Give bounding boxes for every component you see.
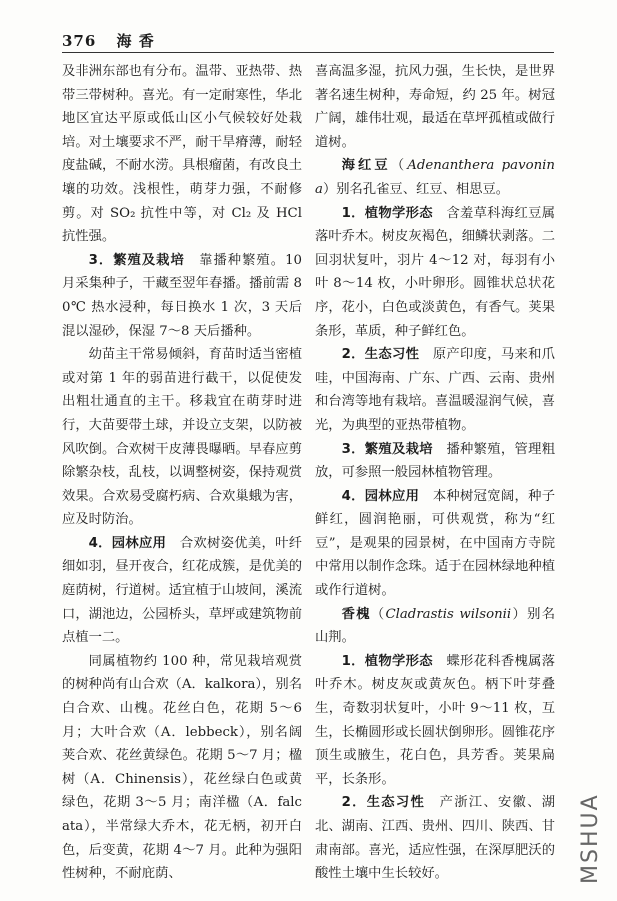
- section-heading: 3．繁殖及栽培: [88, 252, 185, 268]
- paragraph: [315, 485, 555, 603]
- species-name: 香槐: [341, 606, 371, 622]
- species-name: 海红豆: [341, 158, 391, 174]
- page-number: 376: [62, 32, 97, 50]
- paragraph-text: 及非洲东部也有分布。温带、亚热带、热带三带树种。喜光。有一定耐寒性，华北地区宜达平原或低山区小气候较好处栽培。对土壤要求不严，耐干旱瘠薄，耐轻度盐碱，不耐水涝。具根瘤菌，有改良土壤的功效。浅根性，萌芽力强，不耐修剪。对 SO₂ 抗性中等，对 Cl₂ 及 HCl 抗性强。: [62, 64, 302, 245]
- section-heading: 4．园林应用: [341, 488, 420, 504]
- paragraph-text: 靠播种繁殖。10 月采集种子，干藏至翌年春播。播前需 80℃ 热水浸种，每日换水 1 次，3 天后混以湿砂，保湿 7～8 天后播种。: [62, 252, 302, 339]
- running-header: [62, 30, 155, 51]
- paragraph: [62, 60, 302, 249]
- section-heading: 1．植物学形态: [341, 205, 433, 221]
- paragraph: [315, 791, 555, 885]
- running-title: 海 香: [116, 32, 155, 50]
- section-heading: 1．植物学形态: [341, 653, 433, 669]
- paragraph: [315, 202, 555, 344]
- header-rule: [62, 52, 554, 53]
- paragraph: [315, 650, 555, 792]
- species-alias: 别名孔雀豆、红豆、相思豆。: [336, 181, 510, 197]
- right-column: [315, 60, 555, 886]
- section-heading: 2．生态习性: [341, 347, 420, 363]
- paragraph: [315, 60, 555, 154]
- paragraph-text: 本种树冠宽阔，种子鲜红，圆润艳丽，可供观赏，称为“红豆”，是观果的园景树，在中国南方寺院中常用以制作念珠。适于在园林绿地种植或作行道树。: [315, 488, 555, 599]
- species-alias: 别名山荆。: [315, 606, 556, 646]
- paragraph-text: 幼苗主干常易倾斜，育苗时适当密植或对第 1 年的弱苗进行截干，以促使发出粗壮通直的主干。移栽宜在萌芽时进行，大苗要带土球，并设立支架，以防被风吹倒。合欢树干皮薄畏曝晒。早春应剪除繁杂枝，乱枝，以调整树姿，保持观赏效果。合欢易受腐朽病、合欢巢蛾为害，应及时防治。: [62, 347, 302, 528]
- left-column: [62, 60, 302, 886]
- paragraph: [62, 532, 302, 650]
- paragraph-text: 合欢树姿优美，叶纤细如羽，昼开夜合，红花成簇，是优美的庭荫树，行道树。适宜植于山坡间，溪流口，湖池边，公园桥头，草坪或建筑物前点植一二。: [62, 535, 302, 646]
- paragraph-text: 喜高温多湿，抗风力强，生长快，是世界著名速生树种，寿命短，约 25 年。树冠广阔，雄伟壮观，最适在草坪孤植或做行道树。: [315, 64, 555, 150]
- paragraph: [62, 249, 302, 343]
- paragraph: [315, 438, 555, 485]
- latin-name: Adenanthera pavonina: [315, 158, 555, 197]
- section-heading: 2．生态习性: [341, 795, 426, 811]
- paragraph-text: 播种繁殖，管理粗放，可参照一般园林植物管理。: [315, 441, 555, 481]
- paragraph: [62, 343, 302, 532]
- species-entry: 海红豆（Adenanthera pavonina）别名孔雀豆、红豆、相思豆。: [315, 158, 555, 197]
- paragraph: [62, 650, 302, 886]
- paragraph-text: 原产印度，马来和爪哇，中国海南、广东、广西、云南、贵州和台湾等地有栽培。喜温暖湿润气候，喜光，为典型的亚热带植物。: [315, 347, 555, 433]
- species-entry: 香槐（Cladrastis wilsonii）别名山荆。: [315, 606, 556, 646]
- section-heading: 4．园林应用: [88, 535, 167, 551]
- latin-name: Cladrastis wilsonii: [385, 606, 512, 622]
- paragraph-text: 含羞草科海红豆属落叶乔木。树皮灰褐色，细鳞状剥落。二回羽状复叶，羽片 4～12 对，每羽有小叶 8～14 枚，小叶卵形。圆锥状总状花序，花小，白色或淡黄色，有香气。荚果条形，革质，种子鲜红色。: [315, 205, 555, 339]
- paragraph-text: 同属植物约 100 种，常见栽培观赏的树种尚有山合欢（A．kalkora），别名白合欢、山槐。花丝白色，花期 5～6 月；大叶合欢（A．lebbeck），别名阔荚合欢、花丝黄绿色。花期 5～7 月；楹树（A．Chinensis），花丝绿白色或黄绿色，花期 3～5 月；南洋楹（A．falcata），半常绿大乔木，花无柄，初开白色，后变黄，花期 4～7 月。此种为强阳性树种，不耐庇荫、: [62, 653, 302, 882]
- section-heading: 3．繁殖及栽培: [341, 441, 433, 457]
- paragraph-text: 蝶形花科香槐属落叶乔木。树皮灰或黄灰色。柄下叶芽叠生，奇数羽状复叶，小叶 9～11 枚，互生，长椭圆形或长圆状倒卵形。圆锥花序顶生或腋生，花白色，具芳香。荚果扁平，长条形。: [315, 653, 555, 787]
- watermark: MSHUA: [578, 793, 603, 884]
- paragraph-text: 产浙江、安徽、湖北、湖南、江西、贵州、四川、陕西、甘肃南部。喜光，适应性强，在深厚肥沃的酸性土壤中生长较好。: [315, 795, 556, 882]
- paragraph: [315, 343, 555, 437]
